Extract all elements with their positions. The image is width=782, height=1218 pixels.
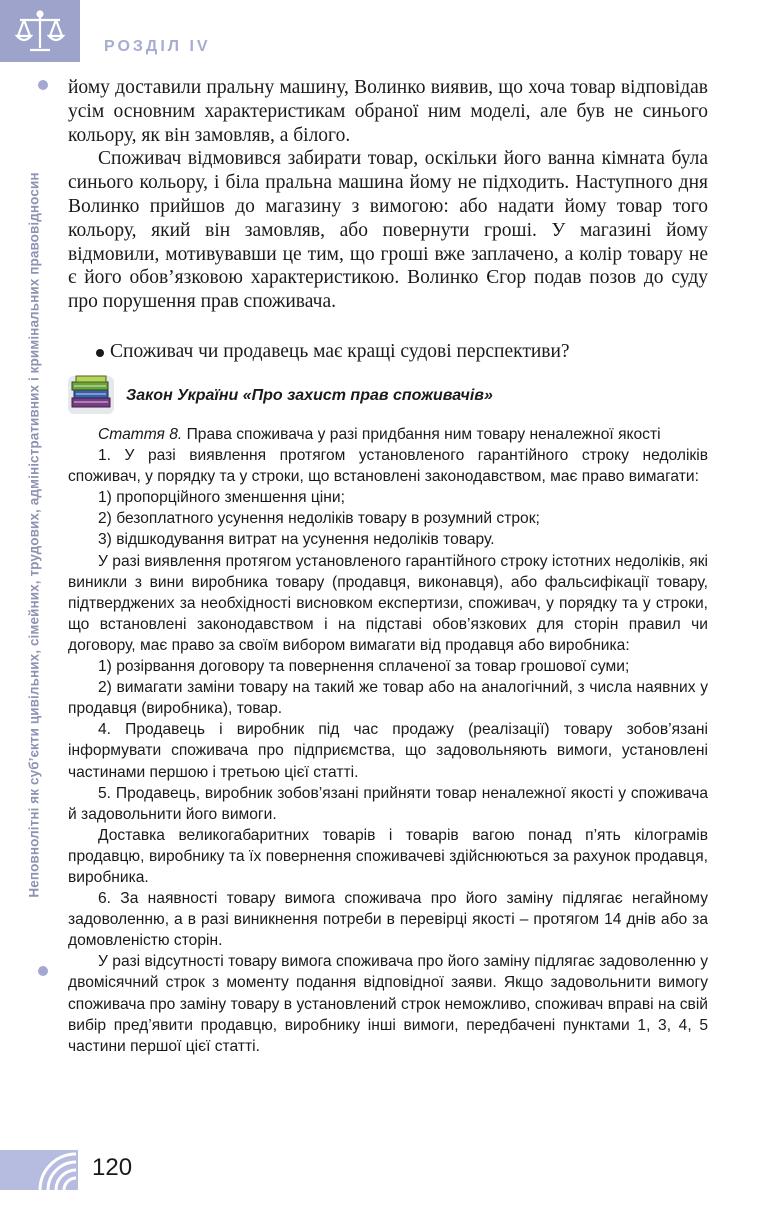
- law-title: Закон України «Про захист прав споживачів»: [126, 387, 493, 404]
- law-list-item: 1) розірвання договору та повернення сплаченої за товар грошової суми;: [98, 658, 630, 676]
- law-list-item: 1) пропорційного зменшення ціни;: [98, 489, 345, 507]
- law-paragraph: 2) вимагати заміни товару на такий же товар або на аналогічний, з числа наявних у продавця (виробника), товар.: [68, 679, 708, 718]
- story-text: [68, 76, 708, 314]
- law-paragraph: У разі відсутності товару вимога споживача про його заміну підлягає задоволенню у двомісячний строк з моменту подання відповідної заяви. Якщо задовольнити вимогу споживача про заміну товару в установлений строк неможливо, споживач вправі на свій вибір пред’явити продавцю, виробнику інші вимоги, передбачені пунктами 1, 3, 4, 5 частини першої цієї статті.: [68, 953, 708, 1055]
- scales-icon: [14, 8, 66, 56]
- question-text: Споживач чи продавець має кращі судові перспективи?: [110, 341, 570, 362]
- sidebar-vertical-title: Неповнолітні як суб’єкти цивільних, сімейних, трудових, адміністративних і кримінальних правовідносин: [26, 172, 42, 898]
- law-paragraph: Доставка великогабаритних товарів і товарів вагою понад п’ять кілограмів продавцю, виробнику та їх повернення споживачеві здійснюються за рахунок продавця, виробника.: [68, 826, 708, 886]
- law-paragraph: 1. У разі виявлення протягом установленого гарантійного строку недоліків споживач, у порядку та у строки, що встановлені законодавством, має право вимагати:: [68, 447, 708, 486]
- wave-arcs-icon: [36, 1150, 78, 1190]
- law-paragraph: У разі виявлення протягом установленого гарантійного строку істотних недоліків, які виникли з вини виробника товару (продавця, виконавця), або фальсифікації товару, підтверджених за необхідності висновком експертизи, споживач, у порядку та у строки, що встановлені законодавством і на підставі обов’язкових для сторін правил чи договору, має право за своїм вибором вимагати від продавця або виробника:: [68, 552, 708, 654]
- page-number: 120: [92, 1154, 133, 1181]
- books-icon: [66, 372, 116, 416]
- law-list-item: 2) безоплатного усунення недоліків товару в розумний строк;: [98, 510, 540, 528]
- section-label: РОЗДІЛ IV: [104, 38, 211, 55]
- law-paragraph: 4. Продавець і виробник під час продажу (реалізації) товару зобов’язані інформувати споживача про підприємства, що задовольняють вимоги, установлені частинами першою і третьою цієї статті.: [68, 721, 708, 781]
- law-list-item: 3) відшкодування витрат на усунення недоліків товару.: [98, 531, 495, 549]
- story-paragraph: Споживач відмовився забирати товар, оскільки його ванна кімната була синього кольору, і біла пральна машина йому не підходить. Наступного дня Волинко прийшов до магазину з вимогою: або надати йому товар того кольору, який він замовляв, або повернути гроші. У магазині йому відмовили, мотивувавши це тим, що гроші вже заплачено, а колір товару не є його обов’язковою характеристикою. Волинко Єгор подав позов до суду про порушення прав споживача.: [68, 148, 708, 313]
- section-corner-block: [0, 0, 80, 62]
- footer-band: [0, 1150, 78, 1190]
- story-paragraph: йому доставили пральну машину, Волинко виявив, що хоча товар відповідав усім основним характеристикам обраної ним моделі, але був не синього кольору, як він замовляв, а білого.: [68, 77, 708, 146]
- article-label: Стаття 8.: [98, 426, 183, 443]
- article-title: Права споживача у разі придбання ним товару неналежної якості: [182, 426, 661, 443]
- sidebar-dot-top: [38, 80, 48, 90]
- law-paragraph: 6. За наявності товару вимога споживача про його заміну підлягає негайному задоволенню, а в разі виникнення потреби в перевірці якості – протягом 14 днів або за домовленістю сторін.: [68, 890, 708, 950]
- law-paragraph: 5. Продавець, виробник зобов’язані прийняти товар неналежної якості у споживача й задовольнити його вимоги.: [68, 784, 708, 823]
- article-heading: [68, 424, 708, 445]
- discussion-question: [96, 340, 716, 364]
- sidebar-dot-bottom: [38, 966, 48, 976]
- law-excerpt: [68, 424, 708, 1057]
- bullet-icon: [96, 349, 104, 357]
